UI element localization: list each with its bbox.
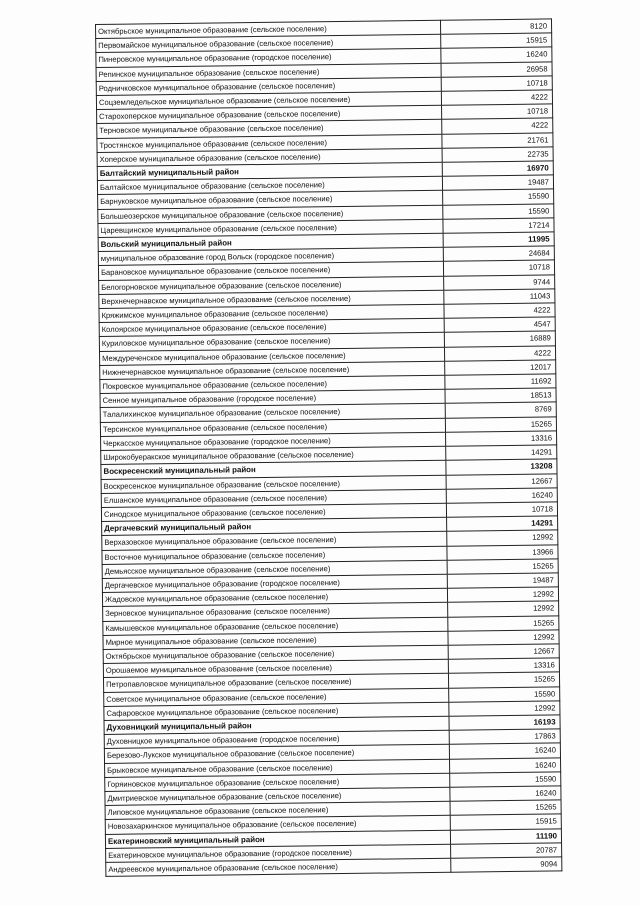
municipality-name-cell: Черкасское муниципальное образование (городское поселение) xyxy=(101,432,446,450)
district-name-cell: Воскресенский муниципальный район xyxy=(101,461,446,479)
municipality-name-cell: Зерновское муниципальное образование (сельское поселение) xyxy=(103,603,448,621)
value-cell: 4222 xyxy=(444,346,555,362)
value-cell: 15265 xyxy=(450,800,561,816)
value-cell: 12992 xyxy=(447,530,558,546)
value-cell: 15265 xyxy=(447,559,558,575)
municipality-name-cell: Октябрьское муниципальное образование (сельское поселение) xyxy=(96,20,441,38)
district-name-cell: Екатериновский муниципальный район xyxy=(105,830,450,848)
municipality-name-cell: Духовницкое муниципальное образование (городское поселение) xyxy=(104,730,449,748)
value-cell: 18513 xyxy=(445,388,556,404)
value-cell: 15915 xyxy=(450,814,561,830)
value-cell: 10718 xyxy=(442,104,553,120)
municipality-name-cell: Дергачевское муниципальное образование (городское поселение) xyxy=(102,574,447,592)
value-cell: 15915 xyxy=(441,33,552,49)
value-cell: 13966 xyxy=(447,544,558,560)
municipality-name-cell: Куриловское муниципальное образование (сельское поселение) xyxy=(99,333,444,351)
municipal-table xyxy=(95,18,562,877)
municipality-name-cell: Андреевское муниципальное образование (сельское поселение) xyxy=(106,858,451,876)
value-cell: 15265 xyxy=(445,417,556,433)
value-cell: 24684 xyxy=(443,246,554,262)
district-name-cell: Духовницкий муниципальный район xyxy=(104,716,449,734)
value-cell: 16193 xyxy=(449,715,560,731)
municipality-name-cell: Орошаемое муниципальное образование (сельское поселение) xyxy=(103,659,448,677)
municipality-name-cell: Первомайское муниципальное образование (сельское поселение) xyxy=(96,34,441,52)
value-cell: 13316 xyxy=(446,431,557,447)
value-cell: 11692 xyxy=(445,374,556,390)
municipality-name-cell: Липовское муниципальное образование (сельское поселение) xyxy=(105,801,450,819)
value-cell: 15265 xyxy=(448,615,559,631)
value-cell: 16240 xyxy=(449,743,560,759)
municipality-name-cell: Березово-Лукское муниципальное образование (сельское поселение) xyxy=(104,745,449,763)
value-cell: 13316 xyxy=(448,658,559,674)
municipality-name-cell: Мирное муниципальное образование (сельское поселение) xyxy=(103,631,448,649)
value-cell: 15590 xyxy=(450,772,561,788)
value-cell: 15265 xyxy=(448,672,559,688)
district-name-cell: Балтайский муниципальный район xyxy=(97,162,442,180)
municipality-name-cell: Царевщинское муниципальное образование (сельское поселение) xyxy=(98,219,443,237)
value-cell: 19487 xyxy=(447,573,558,589)
municipality-name-cell: Тростянское муниципальное образование (сельское поселение) xyxy=(97,134,442,152)
value-cell: 11043 xyxy=(444,289,555,305)
value-cell: 11190 xyxy=(450,828,561,844)
value-cell: 10718 xyxy=(443,260,554,276)
municipality-name-cell: Сафаровское муниципальное образование (сельское поселение) xyxy=(104,702,449,720)
value-cell: 10718 xyxy=(446,502,557,518)
value-cell: 4547 xyxy=(444,317,555,333)
municipality-name-cell: муниципальное образование город Вольск (городское поселение) xyxy=(98,248,443,266)
value-cell: 12992 xyxy=(448,601,559,617)
municipality-name-cell: Барановское муниципальное образование (сельское поселение) xyxy=(98,262,443,280)
municipality-name-cell: Воскресенское муниципальное образование (сельское поселение) xyxy=(101,475,446,493)
value-cell: 15590 xyxy=(443,204,554,220)
value-cell: 16970 xyxy=(442,161,553,177)
value-cell: 14291 xyxy=(446,445,557,461)
municipality-name-cell: Барнуковское муниципальное образование (сельское поселение) xyxy=(98,191,443,209)
municipality-name-cell: Репинское муниципальное образование (сельское поселение) xyxy=(96,63,441,81)
value-cell: 4222 xyxy=(441,90,552,106)
value-cell: 12992 xyxy=(449,701,560,717)
value-cell: 20787 xyxy=(451,843,562,859)
municipality-name-cell: Большеозерское муниципальное образование (сельское поселение) xyxy=(98,205,443,223)
municipality-name-cell: Восточное муниципальное образование (сельское поселение) xyxy=(102,546,447,564)
municipality-name-cell: Дмитриевское муниципальное образование (сельское поселение) xyxy=(105,787,450,805)
value-cell: 11995 xyxy=(443,232,554,248)
municipality-name-cell: Октябрьское муниципальное образование (сельское поселение) xyxy=(103,645,448,663)
municipality-name-cell: Междуреченское муниципальное образование (сельское поселение) xyxy=(99,347,444,365)
municipality-name-cell: Соцземледельское муниципальное образование (сельское поселение) xyxy=(96,91,441,109)
municipality-name-cell: Хоперское муниципальное образование (сельское поселение) xyxy=(97,148,442,166)
value-cell: 19487 xyxy=(442,175,553,191)
value-cell: 22735 xyxy=(442,147,553,163)
municipality-name-cell: Широкобуеракское муниципальное образование (сельское поселение) xyxy=(101,446,446,464)
municipality-name-cell: Старохоперское муниципальное образование (сельское поселение) xyxy=(97,105,442,123)
value-cell: 15590 xyxy=(443,189,554,205)
municipality-name-cell: Горяиновское муниципальное образование (сельское поселение) xyxy=(105,773,450,791)
municipality-name-cell: Белогорновское муниципальное образование (сельское поселение) xyxy=(99,276,444,294)
value-cell: 16240 xyxy=(450,757,561,773)
value-cell: 13208 xyxy=(446,459,557,475)
table-body xyxy=(96,19,562,877)
value-cell: 12667 xyxy=(446,473,557,489)
municipality-name-cell: Демьясское муниципальное образование (сельское поселение) xyxy=(102,560,447,578)
value-cell: 14291 xyxy=(447,516,558,532)
municipality-name-cell: Кряжимское муниципальное образование (сельское поселение) xyxy=(99,304,444,322)
municipality-name-cell: Покровское муниципальное образование (сельское поселение) xyxy=(100,375,445,393)
municipality-name-cell: Терсинское муниципальное образование (сельское поселение) xyxy=(100,418,445,436)
value-cell: 16240 xyxy=(446,488,557,504)
municipality-name-cell: Брыковское муниципальное образование (сельское поселение) xyxy=(105,759,450,777)
value-cell: 8120 xyxy=(440,19,551,35)
district-name-cell: Дергачевский муниципальный район xyxy=(102,517,447,535)
municipality-name-cell: Камышевское муниципальное образование (сельское поселение) xyxy=(103,617,448,635)
municipality-name-cell: Родничковское муниципальное образование (сельское поселение) xyxy=(96,77,441,95)
municipality-name-cell: Жадовское муниципальное образование (сельское поселение) xyxy=(102,588,447,606)
value-cell: 15590 xyxy=(449,686,560,702)
municipality-name-cell: Пинеровское муниципальное образование (городское поселение) xyxy=(96,49,441,67)
municipality-name-cell: Талалихинское муниципальное образование (сельское поселение) xyxy=(100,404,445,422)
value-cell: 9094 xyxy=(451,857,562,873)
value-cell: 16240 xyxy=(450,786,561,802)
value-cell: 17214 xyxy=(443,218,554,234)
municipality-name-cell: Верхнечернавское муниципальное образование (сельское поселение) xyxy=(99,290,444,308)
municipality-name-cell: Синодское муниципальное образование (сельское поселение) xyxy=(101,503,446,521)
municipality-name-cell: Петропавловское муниципальное образование (сельское поселение) xyxy=(103,674,448,692)
municipality-name-cell: Колоярское муниципальное образование (сельское поселение) xyxy=(99,319,444,337)
municipality-name-cell: Сенное муниципальное образование (городское поселение) xyxy=(100,390,445,408)
value-cell: 16889 xyxy=(444,331,555,347)
municipality-name-cell: Екатериновское муниципальное образование (городское поселение) xyxy=(106,844,451,862)
municipality-name-cell: Новозахаркинское муниципальное образование (сельское поселение) xyxy=(105,816,450,834)
value-cell: 21761 xyxy=(442,133,553,149)
value-cell: 12992 xyxy=(448,630,559,646)
value-cell: 16240 xyxy=(441,47,552,63)
municipality-name-cell: Терновское муниципальное образование (сельское поселение) xyxy=(97,120,442,138)
value-cell: 4222 xyxy=(442,118,553,134)
value-cell: 8769 xyxy=(445,402,556,418)
municipality-name-cell: Елшанское муниципальное образование (сельское поселение) xyxy=(101,489,446,507)
value-cell: 17863 xyxy=(449,729,560,745)
municipality-name-cell: Верхазовское муниципальное образование (сельское поселение) xyxy=(102,532,447,550)
district-name-cell: Вольский муниципальный район xyxy=(98,233,443,251)
value-cell: 26958 xyxy=(441,62,552,78)
value-cell: 12017 xyxy=(445,360,556,376)
municipality-name-cell: Советское муниципальное образование (сельское поселение) xyxy=(104,688,449,706)
municipality-name-cell: Балтайское муниципальное образование (сельское поселение) xyxy=(97,177,442,195)
value-cell: 10718 xyxy=(441,76,552,92)
value-cell: 12992 xyxy=(447,587,558,603)
value-cell: 9744 xyxy=(444,275,555,291)
value-cell: 12667 xyxy=(448,644,559,660)
value-cell: 4222 xyxy=(444,303,555,319)
municipality-name-cell: Нижнечернавское муниципальное образование (сельское поселение) xyxy=(100,361,445,379)
